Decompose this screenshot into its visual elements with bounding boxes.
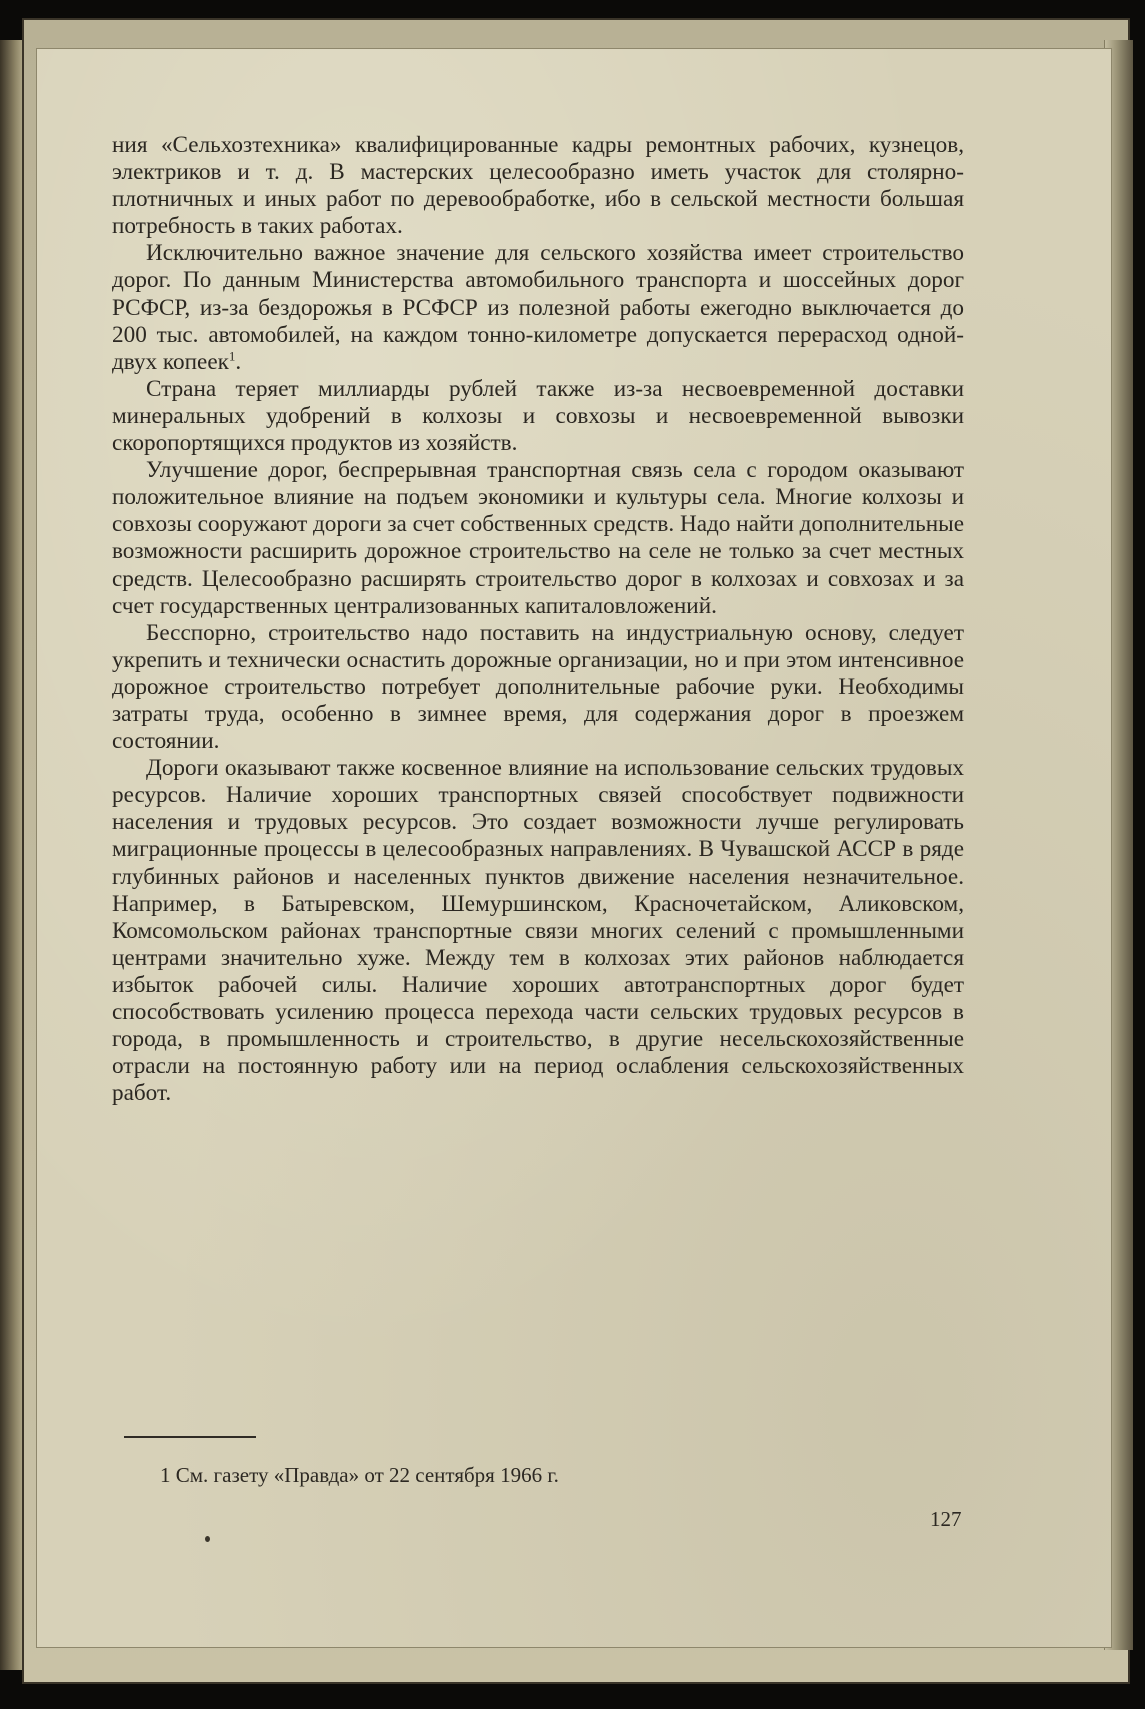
paragraph-2-end: .: [235, 348, 242, 375]
footnote-marker: 1: [228, 348, 236, 364]
footnote-divider: [124, 1436, 256, 1438]
paragraph-4: Улучшение дорог, беспрерывная транспортная связь села с городом оказывают положительное влияние на подъем экономики и культуры села. Многие колхозы и совхозы сооружают дороги за счет собственных средств. Надо найти дополнительные возможности расширить дорожное строительство на селе не только за счет местных средств. Целесообразно расширять строительство дорог в колхозах и совхозах и за счет государственных централизованных капиталовложений.: [112, 457, 964, 619]
paragraph-1: ния «Сельхозтехника» квалифицированные кадры ремонтных рабочих, кузнецов, электриков и т. д. В мастерских целесообразно иметь участок для столярно-плотничных и иных работ по деревообработке, ибо в сельской местности большая потребность в таких работах.: [112, 132, 964, 240]
ink-speck: [205, 1536, 210, 1542]
footnote: 1 См. газету «Правда» от 22 сентября 1966 г.: [160, 1463, 559, 1487]
paragraph-2-text: Исключительно важное значение для сельского хозяйства имеет строительство дорог. По данным Министерства автомобильного транспорта и шоссейных дорог РСФСР, из-за бездорожья в РСФСР из полезной работы ежегодно выключается до 200 тыс. автомобилей, на каждом тонно-километре допускается перерасход одной-двух копеек: [112, 240, 964, 375]
paragraph-6: Дороги оказывают также косвенное влияние на использование сельских трудовых ресурсов. Наличие хороших транспортных связей способствует подвижности населения и трудовых ресурсов. Это создает возможности лучше регулировать миграционные процессы в целесообразных направлениях. В Чувашской АССР в ряде глубинных районов и населенных пунктов движение населения незначительное. Например, в Батыревском, Шемуршинском, Красночетайском, Аликовском, Комсомольском районах транспортные связи многих селений с промышленными центрами значительно хуже. Между тем в колхозах этих районов наблюдается избыток рабочей силы. Наличие хороших автотранспортных дорог будет способствовать усилению процесса перехода части сельских трудовых ресурсов в города, в промышленность и строительство, в другие несельскохозяйственные отрасли на постоянную работу или на период ослабления сельскохозяйственных работ.: [112, 755, 964, 1107]
body-text: [112, 132, 964, 1107]
page-number: 127: [930, 1507, 962, 1531]
paragraph-3: Страна теряет миллиарды рублей также из-за несвоевременной доставки минеральных удобрений в колхозы и совхозы и несвоевременной вывозки скоропортящихся продуктов из хозяйств.: [112, 375, 964, 457]
paragraph-2: [112, 240, 964, 375]
paragraph-5: Бесспорно, строительство надо поставить на индустриальную основу, следует укрепить и технически оснастить дорожные организации, но и при этом интенсивное дорожное строительство потребует дополнительные рабочие руки. Необходимы затраты труда, особенно в зимнее время, для содержания дорог в проезжем состоянии.: [112, 619, 964, 755]
